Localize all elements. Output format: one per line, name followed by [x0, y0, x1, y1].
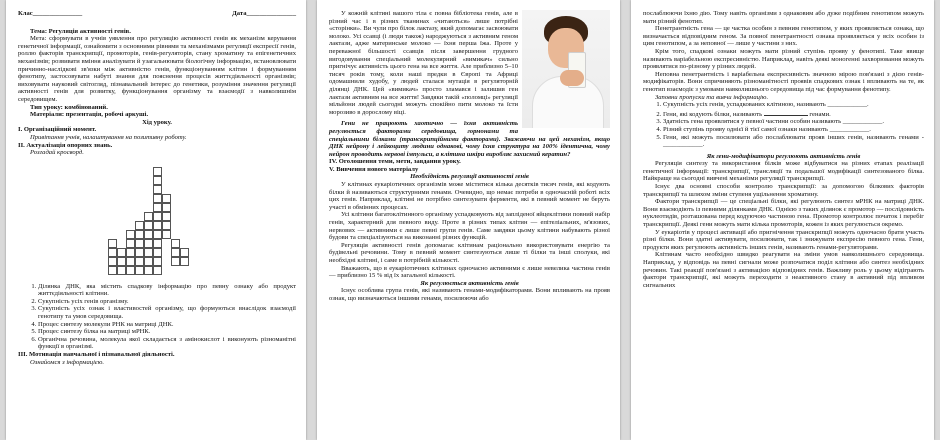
paragraph: Фактори транскрипції — це спеціальні білки, які регулюють синтез мРНК на матриці ДНК. Вони взаємодіють із певними ділянками ДНК. Однією з таких ділянок є промотор — послідовність нуклеотидів, розташована перед кодуючою частиною гена. Промотор контролює початок і перебіг транскрипції. Деякі гени можуть мати кілька промоторів, кожен із яких регулюється окремо. [643, 198, 924, 229]
section-2-title: ІІ. Актуалізація опорних знань. [18, 141, 113, 149]
section-1-text: Привітання учнів, налаштування на позитивну роботу. [30, 133, 187, 141]
header-line [18, 10, 296, 18]
paragraph: Існує особлива група генів, які називають генами-модифікаторами. Вони впливають на прояв ознак, що визначаються іншими генами, посилюючи або [329, 287, 610, 302]
crossword-cell[interactable] [144, 239, 153, 248]
paragraph: Неповна пенетрантність і варіабельна експресивність значною мірою пов'язані з дією генів-модифікаторів. Вони спричиняють різноманітності проявів спадкових ознак і впливають на те, як генотип взаємодіє з умовами навколишнього середовища під час формування фенотипу. [643, 70, 924, 93]
section-1-title: І. Організаційний момент. [18, 126, 97, 134]
crossword-cell[interactable] [135, 230, 144, 239]
crossword-cell[interactable] [126, 230, 135, 239]
crossword-clue: 4. Процес синтезу молекули РНК на матриці ДНК. [38, 321, 296, 329]
section-3-title: ІІІ. Мотивація навчальної і пізнавальної діяльності. [18, 351, 175, 359]
paragraph: Вважають, що в еукаріотичних клітинах одночасно активними є лише невелика частина генів — приблизно 15 % від їх загальної кількості. [329, 264, 610, 280]
crossword-cell[interactable] [153, 185, 162, 194]
crossword-cell[interactable] [135, 248, 144, 257]
crossword-grid[interactable] [18, 161, 296, 279]
crossword-cell[interactable] [180, 248, 189, 257]
paragraph: Існує два основні способи контролю транскрипції: за допомогою білкових факторів транскрипції та шляхом зміни ступеня ущільнення хроматину. [643, 183, 924, 198]
fill-in-list [643, 101, 924, 149]
crossword-cell[interactable] [171, 248, 180, 257]
crossword-cell[interactable] [117, 266, 126, 275]
crossword-cell[interactable] [153, 230, 162, 239]
paragraph: Регуляція синтезу та використання білків може відбуватися на різних етапах реалізації генетичної інформації: транскрипції, трансляції та подальшої модифікації синтезованого білка. Найкраще на сьогодні вивчені механізми регуляції транскрипції. [643, 160, 924, 183]
fill-item[interactable]: 2. Гени, які кодують білки, називають генами. [663, 109, 924, 119]
task-title: Заповни пропуски та вивчи інформацію. [655, 93, 769, 101]
subsection-title: Як гени-модифікатори регулюють активність генів [706, 152, 861, 160]
crossword-cell[interactable] [144, 230, 153, 239]
crossword-cell[interactable] [162, 212, 171, 221]
crossword-clue: 1. Ділянка ДНК, яка містить спадкову інформацію про певну ознаку або продукт життєдіяльності клітини. [38, 283, 296, 298]
crossword-cell[interactable] [162, 194, 171, 203]
lesson-topic: Тема: Регуляція активності генів. [30, 27, 131, 35]
crossword-cell[interactable] [108, 239, 117, 248]
date-field: Дата_______________ [232, 10, 296, 17]
crossword-cell[interactable] [153, 221, 162, 230]
paragraph: Пенетрантність гена — це частка особин з певним генотипом, у яких проявляється ознака, що визначається відповідним геном. За повної пенетрантності ознака проявляється у всіх особин із цим генотипом, а за неповної — лише у частини з них. [643, 25, 924, 48]
crossword-cell[interactable] [135, 239, 144, 248]
crossword-cell[interactable] [144, 221, 153, 230]
class-field: Клас_______________ [18, 10, 83, 17]
crossword-clue: 2. Сукупність усіх генів організму. [38, 298, 296, 306]
paragraph: Крім того, спадкові ознаки можуть мати різний ступінь прояву у фенотипі. Таке явище називають варіабельною експресивністю. Наприклад, навіть деякі моногенні захворювання можуть проявлятися по-різному у різних людей. [643, 47, 924, 71]
section-3-text: Ознайомся з інформацією. [30, 358, 105, 366]
lesson-goal: Мета: сформувати в учнів уявлення про регуляцію активності генів як механізм керування генетичної інформації, ознайомити з основними рівнями та механізмами регуляції експресії генів, роллю факторів транскрипції, промоторів, генів-регуляторів, стану хроматину та епігенетичних механізмів; розвивати вміння аналізувати й узагальнювати біологічну інформацію, встановлювати причинно-наслідкові зв'язки між активністю генів, функціонуванням клітин і формуванням фенотипу, застосовувати набуті знання для пояснення процесів життєдіяльності організмів; виховувати науковий світогляд, пізнавальний інтерес до генетики, розуміння значення регуляції активності генів для розвитку, функціонування організму та взаємодії з навколишнім середовищем. [18, 35, 296, 103]
crossword-cell[interactable] [144, 248, 153, 257]
crossword-clue: 5. Процес синтезу білка на матриці мРНК. [38, 328, 296, 336]
crossword-cell[interactable] [135, 221, 144, 230]
crossword-cell[interactable] [135, 266, 144, 275]
crossword-cell[interactable] [153, 176, 162, 185]
crossword-cell[interactable] [153, 266, 162, 275]
course-title: Хід уроку. [142, 118, 172, 126]
crossword-cell[interactable] [144, 257, 153, 266]
paragraph: Усі клітини багатоклітинного організму успадковують від запліденої яйцеклітини повний набір генів, характерний для певного виду. Проте в різних типах клітин — епітеліальних, м'язових, нервових — активними є лише певні групи генів. Саме завдяки цьому клітини набувають різної будови та спеціалізуються на виконанні різних функцій. [329, 211, 610, 242]
crossword-cell[interactable] [144, 266, 153, 275]
section-5-title: V. Вивчення нового матеріалу [329, 165, 419, 173]
crossword-cell[interactable] [126, 257, 135, 266]
paragraph: Клітинам часто необхідно швидко реагувати на зміни умов навколишнього середовища. Наприклад, у відповідь на певні сигнали може розпочатися поділ клітини або синтез необхідних речовин. Такі реакції пов'язані з активацією відповідних генів. Важливу роль у цьому відіграють фактори транскрипції, які можуть переходити з неактивного стану в активний під впливом сигнальних [643, 251, 924, 289]
motivation-question: Гени не працюють хаотично — їхня активність регулюється факторами середовища, гормонами та спеціальними білками (транскрипційними факторами). Зважаючи на цей механізм, якщо ДНК нейрону і лейкоциту людини однакові, чому їхня структура на 100% ідентична, чому нейрон проводить нервові імпульси, а клітина шкіри виробляє захисний кератин? [329, 120, 610, 158]
crossword-cell[interactable] [108, 248, 117, 257]
crossword-cell[interactable] [153, 203, 162, 212]
fill-item[interactable]: 5. Гени, які можуть посилювати або послаблювати прояв інших генів, називають генами - ____________. [663, 134, 924, 149]
crossword-cell[interactable] [153, 167, 162, 176]
document-page-2 [317, 0, 620, 440]
crossword-cell[interactable] [117, 257, 126, 266]
paragraph: Регуляція активності генів допомагає клітинам раціонально використовувати енергію та будівельні речовини. Тому в певний момент синтезуються лише ті білки та інші сполуки, які необхідні клітині, і саме в потрібній кількості. [329, 241, 610, 264]
document-page-1 [6, 0, 306, 440]
crossword-cell[interactable] [117, 248, 126, 257]
crossword-cell[interactable] [108, 266, 117, 275]
paragraph: У еукаріотів у процесі активації або пригнічення транскрипції можуть одночасно брати участь різні білки. Вони здатні активувати, посилювати, так і знижувати експресію певного гена. Гени, продукти яких регулюють активність інших генів, називають генами-регуляторами. [643, 228, 924, 251]
crossword-cell[interactable] [162, 230, 171, 239]
fill-item[interactable]: 3. Здатність гена проявлятися у певної частини особин називають ____________. [663, 118, 924, 126]
subsection-title: Як регулюється активність генів [420, 279, 519, 287]
section-2-text: Розгадай кросворд. [30, 149, 84, 157]
crossword-cell[interactable] [153, 194, 162, 203]
crossword-cell[interactable] [171, 257, 180, 266]
lesson-materials: Матеріали: презентація, робочі аркуші. [30, 111, 149, 119]
crossword-cell[interactable] [126, 248, 135, 257]
lesson-type: Тип уроку: комбінований. [30, 103, 108, 111]
fill-item[interactable]: 1. Сукупність усіх генів, успадкованих клітиною, називають ____________. [663, 101, 924, 109]
crossword-cell[interactable] [108, 257, 117, 266]
crossword-cell[interactable] [126, 266, 135, 275]
intro-text: У кожній клітині вашого тіла є повна бібліотека генів, але в різний час і в різних тканинах «читаються» лише потрібні «сторінки». Ви чули про білок лактазу, який допомагає засвоювати молоко. Усі ссавці (і люди також) народжуються з активним геном лактази, адже материнське молоко — їхня перша їжа. Проте у переважної більшості ссавців після завершення грудного вигодовування спеціальний молекулярний «вимикач» сильно пригнічує активність цього гена на все життя. Але приблизно 5–10 тисяч років тому, коли наші предки в Європі та Африці одомашнили худобу, у людей сталася мутація в регуляторній ділянці ДНК. Цей «вимикач» просто зламався і залишив ген лактази активним на все життя! Завдяки такій «поломці» регуляції мільйони людей сьогодні можуть спокійно пити молоко та їсти морозиво в дорослому віці. [329, 10, 518, 116]
paragraph: У клітинах еукаріотичних організмів може міститися кілька десятків тисяч генів, які кодують білки й називаються структурними генами. Очевидно, що немає потреби в одночасній роботі всіх цих генів. Наприклад, клітині не потрібно синтезувати ферменти, які в певний момент не беруть участі в обмінних процесах. [329, 181, 610, 211]
paragraph: послаблюючи їхню дію. Тому навіть організми з однаковим або дуже подібним генотипом можуть мати різний фенотип. [643, 10, 924, 25]
crossword-clue: 3. Сукупність усіх ознак і властивостей організму, що формуються внаслідок взаємодії генотипу та умов середовища. [38, 305, 296, 320]
crossword-cell[interactable] [144, 212, 153, 221]
section-5-subtitle: Необхідність регуляції активності генів [410, 173, 529, 181]
crossword-cell[interactable] [180, 257, 189, 266]
crossword-cell[interactable] [153, 239, 162, 248]
boy-drinking-milk-photo [522, 10, 610, 128]
section-4-title: ІV. Оголошення теми, мети, завдання уроку. [329, 158, 461, 166]
crossword-clues [18, 283, 296, 351]
crossword-cell[interactable] [162, 203, 171, 212]
crossword-cell[interactable] [153, 212, 162, 221]
crossword-cell[interactable] [153, 248, 162, 257]
fill-item[interactable]: 4. Різний ступінь прояву однієї й тієї самої ознаки називають ____________. [663, 126, 924, 134]
crossword-cell[interactable] [171, 239, 180, 248]
crossword-cell[interactable] [162, 221, 171, 230]
document-page-3 [631, 0, 934, 440]
crossword-cell[interactable] [135, 257, 144, 266]
crossword-clue: 6. Органічна речовина, молекула якої складається з амінокислот і виконують різноманітні функції в організмі. [38, 336, 296, 351]
crossword-cell[interactable] [153, 257, 162, 266]
crossword-cell[interactable] [126, 239, 135, 248]
